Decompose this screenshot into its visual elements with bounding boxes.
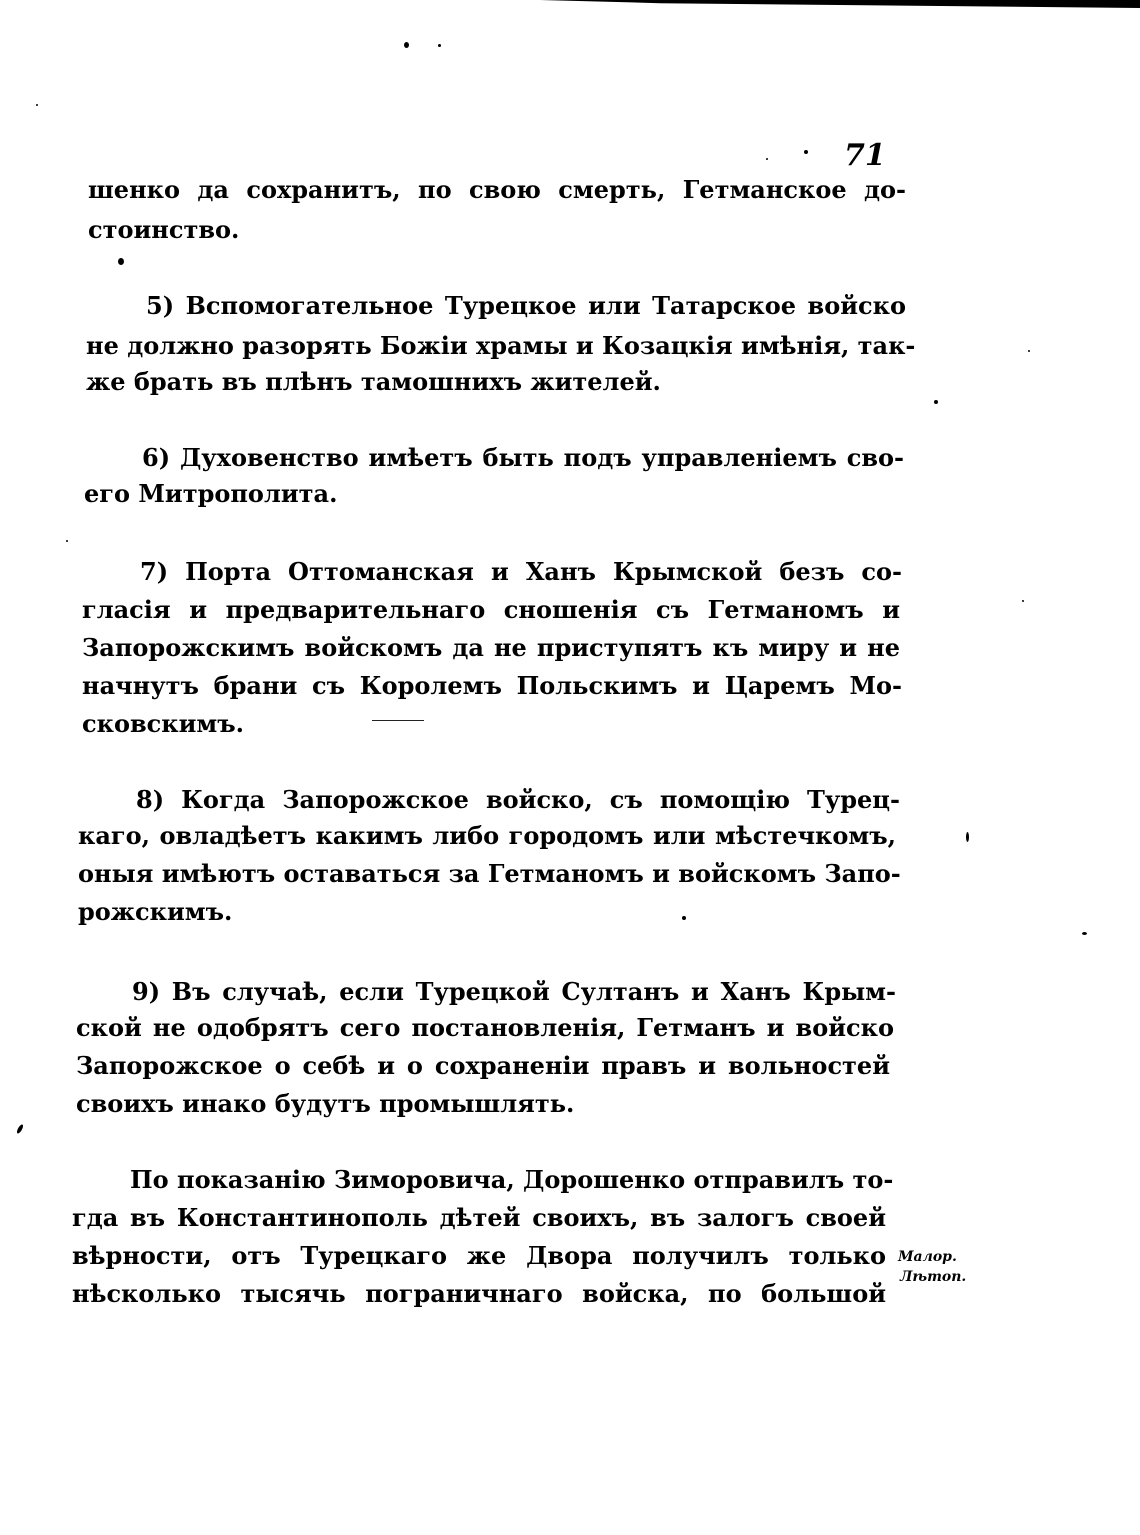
text-line: гласія и предварительнаго сношенія съ Гетманомъ и xyxy=(82,595,900,624)
scan-speck xyxy=(118,258,124,265)
text-line: стоинство. xyxy=(88,215,240,244)
scan-speck xyxy=(804,150,808,154)
text-line: же брать въ плѣнъ тамошнихъ жителей. xyxy=(86,367,661,396)
scan-speck xyxy=(404,42,409,48)
margin-note-line: Лѣтоп. xyxy=(900,1269,967,1285)
scan-edge xyxy=(540,0,1140,8)
text-line: Запорожское о себѣ и о сохраненіи правъ и вольностей xyxy=(76,1051,890,1080)
text-line: сковскимъ. xyxy=(82,709,244,738)
text-line: начнутъ брани съ Королемъ Польскимъ и Царемъ Мо- xyxy=(82,671,902,700)
page-number: 71 xyxy=(844,138,886,173)
text-line: По показанію Зиморовича, Дорошенко отправилъ то- xyxy=(130,1165,894,1194)
scan-speck xyxy=(966,832,969,842)
scan-speck xyxy=(1028,350,1030,352)
text-line: 6) Духовенство имѣетъ быть подъ управленіемъ сво- xyxy=(142,443,904,472)
scan-speck xyxy=(1082,932,1087,935)
scan-speck xyxy=(16,1124,24,1135)
scan-speck xyxy=(766,158,768,160)
text-line: 7) Порта Оттоманская и Ханъ Крымской безъ со- xyxy=(140,557,902,586)
scan-speck xyxy=(1022,600,1024,602)
text-line: его Митрополита. xyxy=(84,479,338,508)
margin-note-line: Малор. xyxy=(898,1249,957,1265)
text-line: каго, овладѣетъ какимъ либо городомъ или мѣстечкомъ, xyxy=(78,821,896,850)
text-line: рожскимъ. xyxy=(78,897,233,926)
text-line: Запорожскимъ войскомъ да не приступятъ къ миру и не xyxy=(82,633,900,662)
text-line: своихъ инако будутъ промышлять. xyxy=(76,1089,575,1118)
text-line: гда въ Константинополь дѣтей своихъ, въ залогъ своей xyxy=(72,1203,886,1232)
text-line: 8) Когда Запорожское войско, съ помощію Турец- xyxy=(136,785,900,814)
text-line: 9) Въ случаѣ, если Турецкой Султанъ и Ханъ Крым- xyxy=(132,977,896,1006)
scan-speck xyxy=(66,540,68,542)
text-line: ской не одобрятъ сего постановленія, Гетманъ и войско xyxy=(76,1013,894,1042)
scan-speck xyxy=(682,916,686,920)
text-line: шенко да сохранитъ, по свою смерть, Гетманское до- xyxy=(88,175,906,204)
text-line: не должно разорять Божіи храмы и Козацкія имѣнія, так- xyxy=(86,331,916,360)
scan-speck xyxy=(438,44,441,47)
text-line: нѣсколько тысячь пограничнаго войска, по большой xyxy=(72,1279,886,1308)
scan-speck xyxy=(934,400,938,404)
stray-rule xyxy=(372,720,424,721)
text-line: вѣрности, отъ Турецкаго же Двора получилъ только xyxy=(72,1241,886,1270)
text-line: оныя имѣютъ оставаться за Гетманомъ и войскомъ Запо- xyxy=(78,859,901,888)
scan-speck xyxy=(36,104,38,106)
text-line: 5) Вспомогательное Турецкое или Татарское войско xyxy=(146,291,906,320)
